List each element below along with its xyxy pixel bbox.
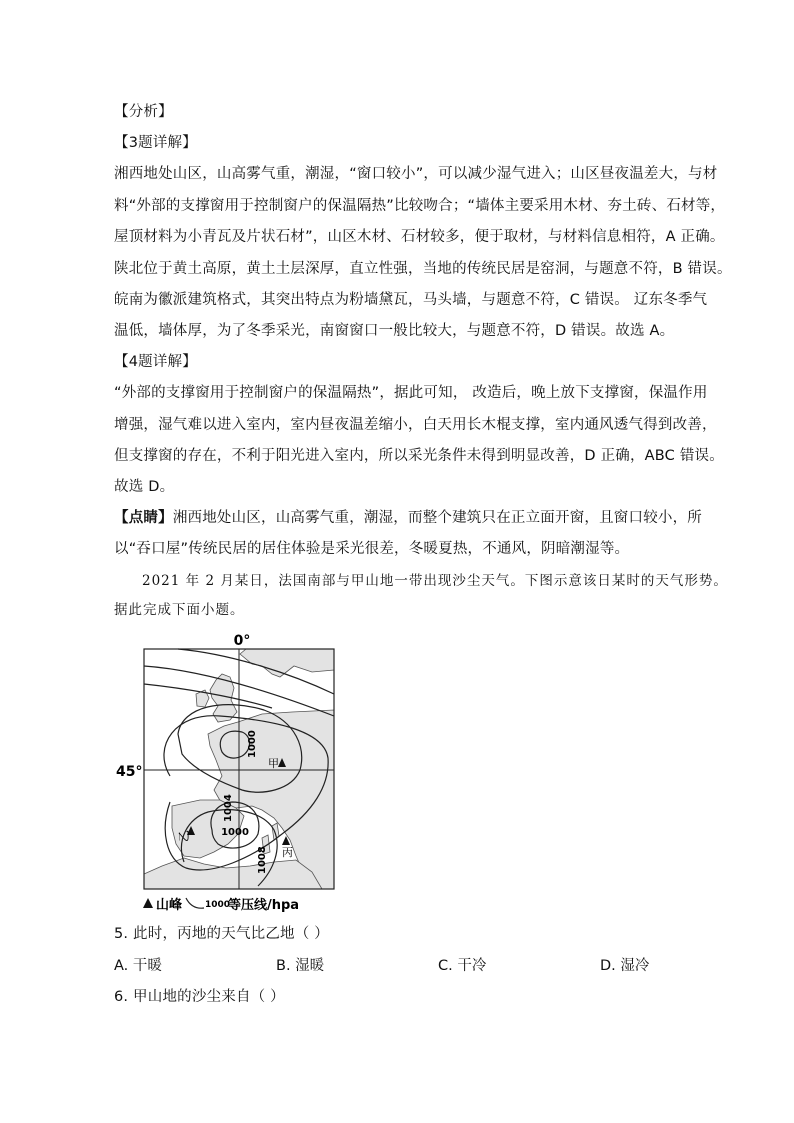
weather-map-figure — [112, 630, 344, 920]
highlight-label: 【点睛】 — [114, 510, 173, 526]
q3-line: 湘西地处山区，山高雾气重，潮湿，“窗口较小”，可以减少湿气进入；山区昼夜温差大，与材 — [114, 166, 718, 182]
q4-line: “外部的支撑窗用于控制窗户的保温隔热”，据此可知， 改造后，晚上放下支撑窗，保温作用 — [114, 385, 708, 401]
highlight-line-2: 以“吞口屋”传统民居的居住体验是采光很差，冬暖夏热，不通风，阴暗潮湿等。 — [114, 541, 630, 557]
legend-isobar-icon — [186, 898, 204, 908]
intro-line-2: 据此完成下面小题。 — [114, 602, 245, 618]
q6-stem: 6. 甲山地的沙尘来自（ ） — [114, 989, 285, 1005]
highlight-line — [114, 508, 703, 528]
q3-line: 温低，墙体厚，为了冬季采光，南窗窗口一般比较大，与题意不符，D 错误。故选 A。 — [114, 323, 675, 339]
legend-mountain-label: 山峰 — [156, 898, 183, 913]
q5-stem: 5. 此时，丙地的天气比乙地（ ） — [114, 926, 329, 942]
q5-option-a[interactable]: A. 干暖 — [114, 958, 162, 974]
place-label-bing: 丙 — [282, 846, 293, 859]
latitude-label: 45° — [116, 764, 143, 780]
analysis-heading: 【分析】 — [114, 104, 173, 120]
place-label-jia: 甲 — [268, 757, 279, 770]
q3-line: 料“外部的支撑窗用于控制窗户的保温隔热”比较吻合；“墙体主要采用木材、夯土砖、石材等， — [114, 198, 726, 214]
q5-option-d[interactable]: D. 湿冷 — [600, 958, 650, 974]
q4-line: 但支撑窗的存在，不利于阳光进入室内，所以采光条件未得到明显改善，D 正确，ABC 错误。 — [114, 448, 724, 464]
isobar-label: 1004 — [223, 794, 234, 822]
q3-line: 陕北位于黄土高原，黄土土层深厚，直立性强，当地的传统民居是窑洞，与题意不符，B 错误。 — [114, 261, 732, 277]
q5-option-c[interactable]: C. 干冷 — [438, 958, 487, 974]
q4-line: 故选 D。 — [114, 479, 175, 495]
isobar-label: 1000 — [221, 827, 249, 838]
q4-heading: 【4题详解】 — [114, 354, 197, 370]
isobar-label: 1008 — [257, 846, 268, 874]
intro-line: 2021 年 2 月某日，法国南部与甲山地一带出现沙尘天气。下图示意该日某时的天气形势。 — [142, 573, 728, 589]
place-label-yi: 乙 — [177, 829, 191, 842]
isobar-label: 1000 — [247, 730, 258, 758]
q3-line: 屋顶材料为小青瓦及片状石材”，山区木材、石材较多，便于取材，与材料信息相符，A 正确。 — [114, 229, 725, 245]
legend-mountain-icon — [143, 898, 153, 908]
q5-option-b[interactable]: B. 湿暖 — [276, 958, 325, 974]
longitude-label: 0° — [233, 633, 251, 649]
q3-line: 皖南为徽派建筑格式，其突出特点为粉墙黛瓦，马头墙，与题意不符，C 错误。 辽东冬季气 — [114, 292, 708, 308]
q3-heading: 【3题详解】 — [114, 135, 197, 151]
q4-line: 增强，湿气难以进入室内，室内昼夜温差缩小，白天用长木棍支撑，室内通风透气得到改善， — [114, 417, 717, 433]
legend-isobar-value: 1000 — [205, 900, 231, 910]
legend-isobar-label: 等压线/hpa — [228, 898, 300, 913]
highlight-text: 湘西地处山区，山高雾气重，潮湿，而整个建筑只在正立面开窗，且窗口较小，所 — [172, 510, 703, 526]
